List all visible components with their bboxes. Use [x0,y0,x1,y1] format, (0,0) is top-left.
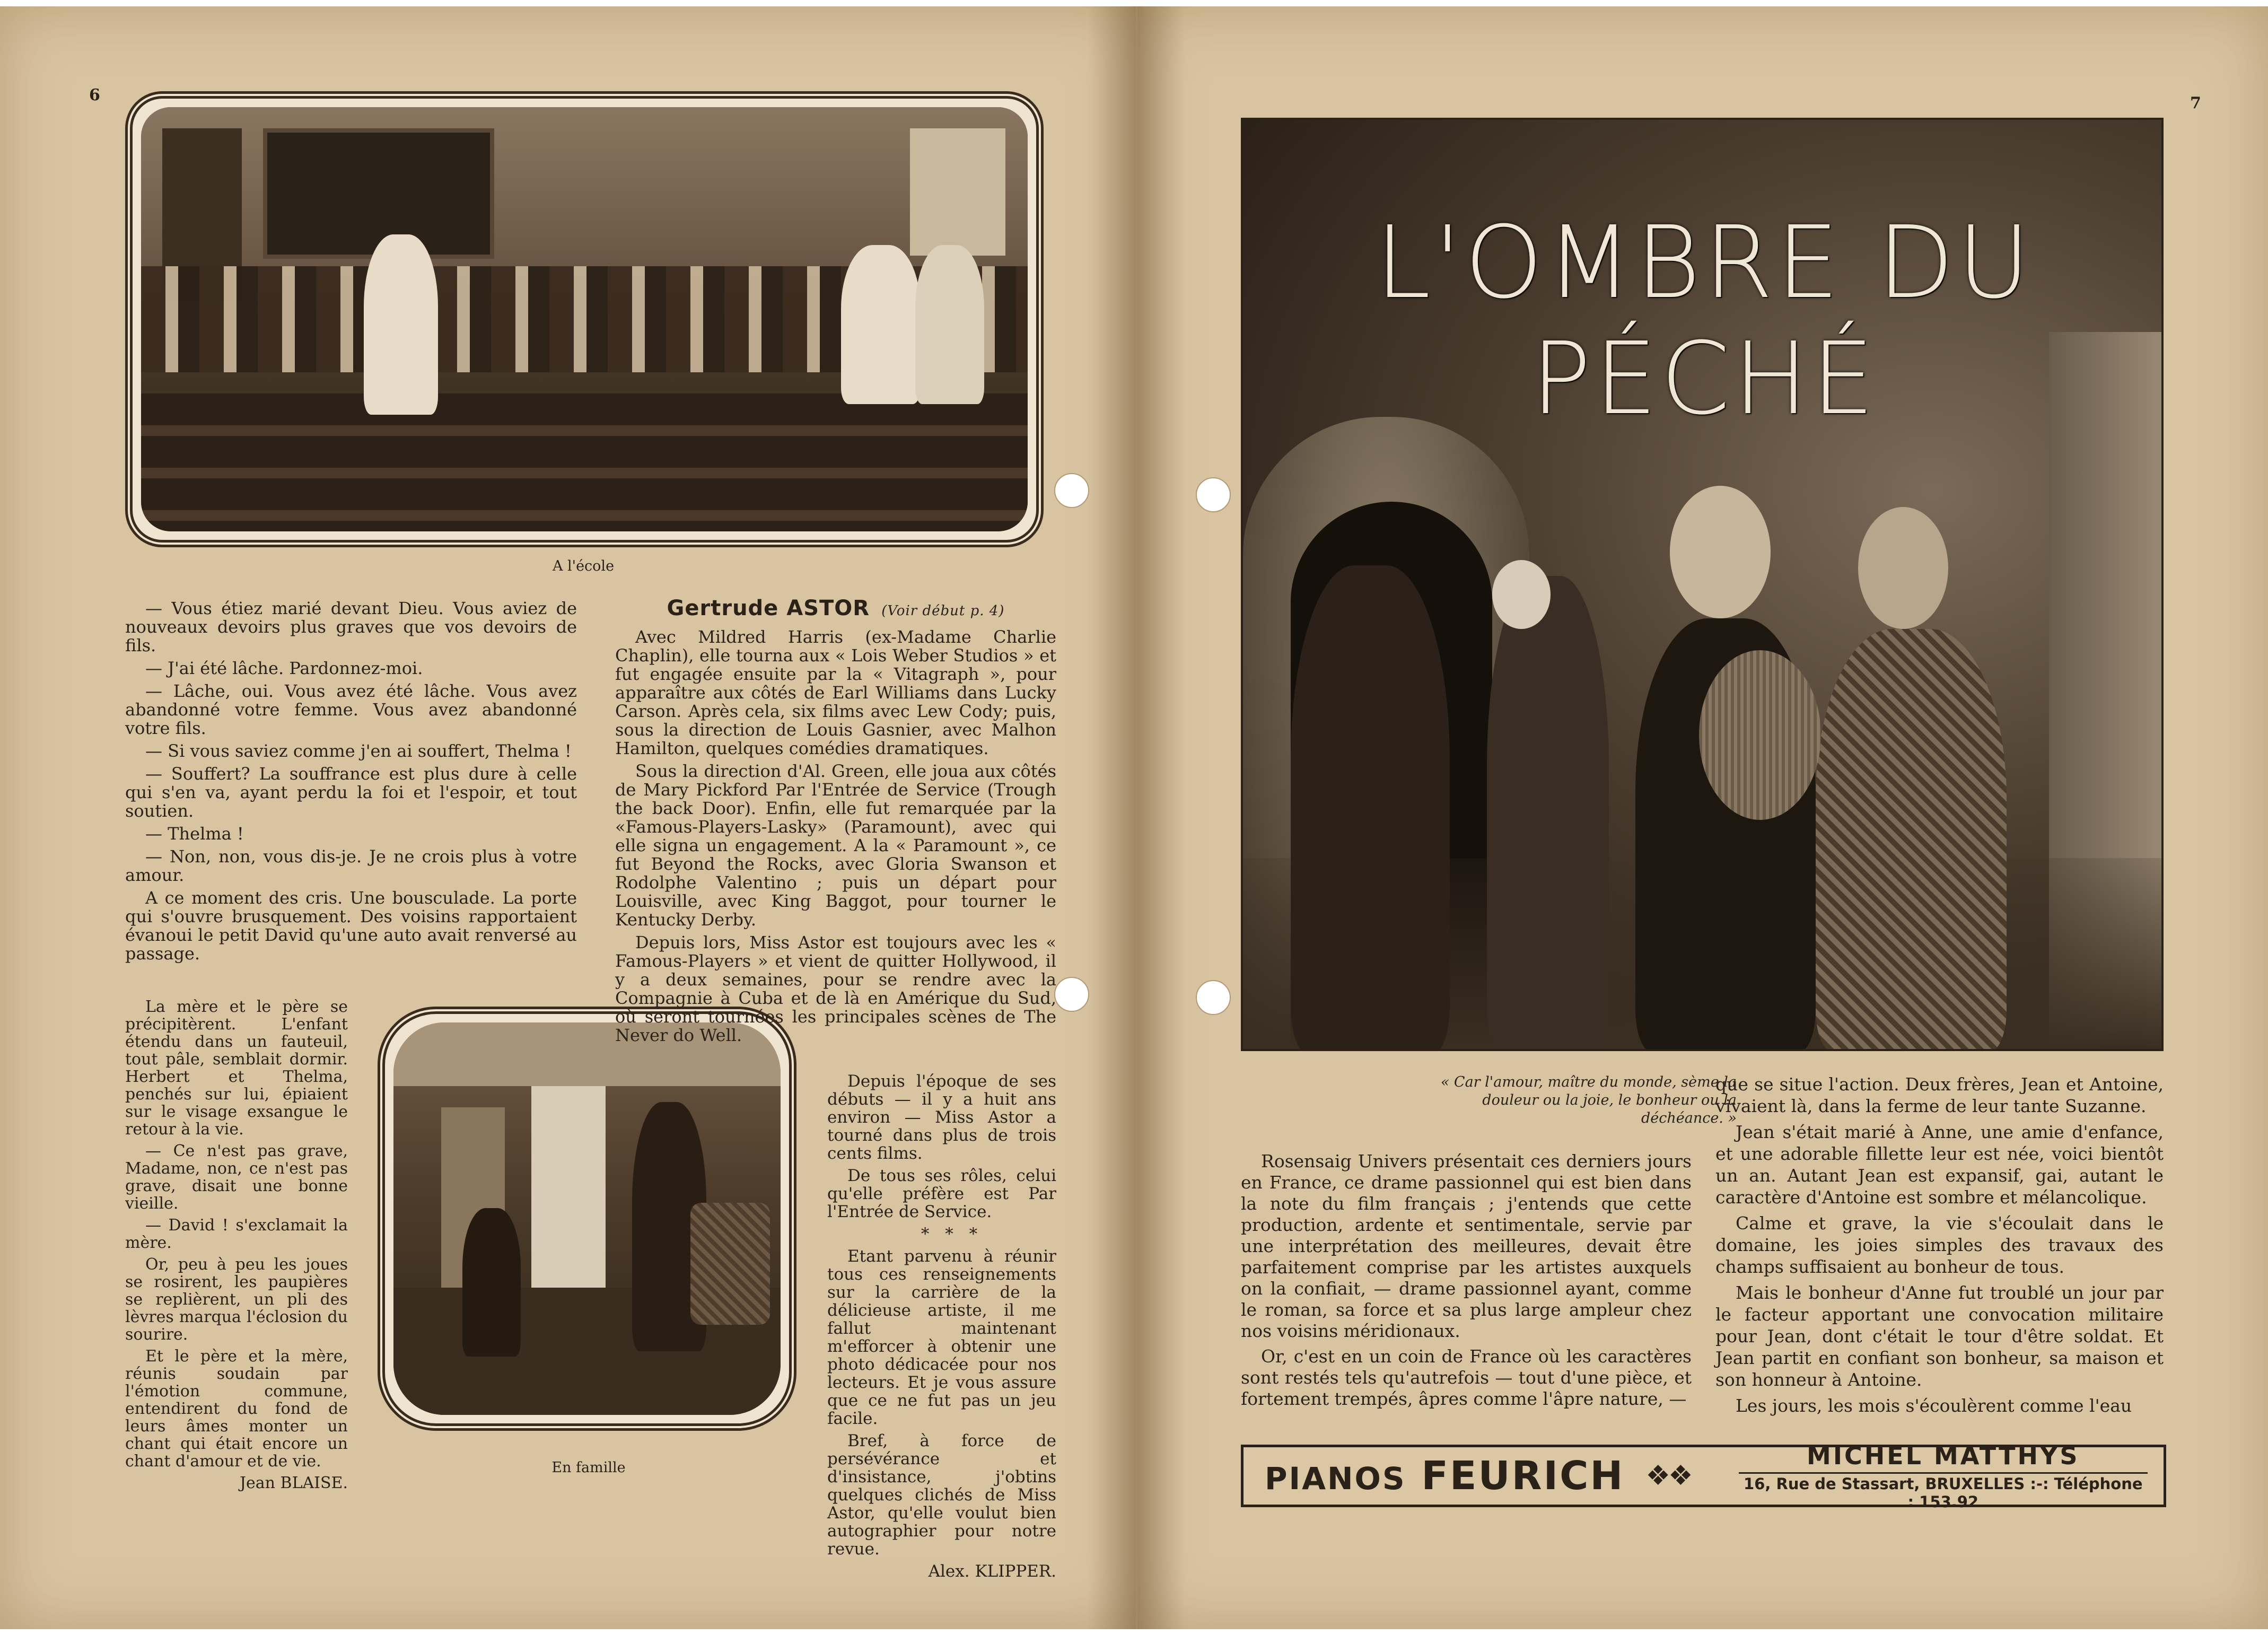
ad-dealer-name: MICHEL MATTHYS [1807,1441,2080,1470]
ad-brand [1265,1453,1624,1499]
film-review-column-1 [1241,1151,1692,1414]
classroom-photo-image [141,107,1028,531]
astor-paragraph: Bref, à force de persévérance et d'insistance, j'obtins quelques clichés de Miss Astor, qu'elle voulut bien autographier pour notre revue. [827,1431,1056,1559]
review-paragraph: Jean s'était marié à Anne, une amie d'enfance, et une adorable fillette leur est née, voici bientôt un an. Autant Jean est expansif, gai, autant le caractère d'Antoine est sombre et mélancolique. [1715,1122,2164,1208]
gutter-shadow [1088,6,1136,1629]
story-paragraph: — Si vous saviez comme j'en ai souffert, Thelma ! [145,741,572,761]
story-column-top [125,599,577,967]
film-still-quote: « Car l'amour, maître du monde, sème la douleur ou la joie, le bonheur ou la déchéance. » [1440,1074,1737,1126]
binding-hole [1054,977,1089,1012]
piano-advertisement [1241,1441,2166,1511]
binding-hole [1196,477,1231,512]
story-paragraph: — J'ai été lâche. Pardonnez-moi. [145,658,423,678]
ad-brand-prefix: PIANOS [1265,1461,1406,1497]
astor-paragraph: Depuis lors, Miss Astor est toujours avec les « Famous-Players » et vient de quitter Hollywood, il y a deux semaines, pour se rendre avec la Compagnie à Cuba et de là en Amérique du Sud, où seront tournées les principales scènes de The Never do Well. [615,932,1056,1045]
story-paragraph: — Ce n'est pas grave, Madame, non, ce n'est pas grave, disait une bonne vieille. [125,1142,348,1213]
ad-dealer-address: 16, Rue de Stassart, BRUXELLES :-: Téléphone : 153.92 [1739,1472,2148,1511]
film-still-photo [1241,118,2164,1051]
review-paragraph: Rosensaig Univers présentait ces derniers jours en France, ce drame passionnel qui est bien dans la note du film français ; j'entends que cette production, ardente et sentimentale, servie par une interprétation des meilleures, devait être parfaitement comprise par les artistes auxquels on la confiait, — drame passionnel ayant, comme le roman, sa force et sa plus large ampleur chez nos voisins méridionaux. [1241,1151,1692,1341]
astor-paragraph: Etant parvenu à réunir tous ces renseignements sur la carrière de la délicieuse artiste, il me fallut maintenant m'efforcer à obtenir une photo dédicacée pour nos lecteurs. Et je vous assure que ce ne fut pas un jeu facile. [827,1247,1056,1428]
ad-dealer [1723,1441,2164,1511]
page-number: 6 [89,86,100,104]
family-photo [378,1007,796,1431]
review-paragraph: Mais le bonheur d'Anne fut troublé un jour par le facteur apportant une convocation militaire pour Jean, dont c'était le tour d'être soldat. Et Jean partit en confiant son bonheur, sa maison et son honneur à Antoine. [1715,1282,2164,1390]
astor-article-top [615,596,1056,1049]
astor-paragraph: Avec Mildred Harris (ex-Madame Charlie Chaplin), elle tourna aux « Lois Weber Studios » et fut engagée ensuite par la « Vitagraph », pour apparaître aux côtés de Earl Williams dans Lucky Carson. Après cela, six films avec Lew Cody; puis, sous la direction de Louis Gasnier, avec Malhon Hamilton, quelques comédies dramatiques. [615,627,1056,758]
astor-separator: * * * [921,1225,983,1244]
story-paragraph: A ce moment des cris. Une bousculade. La porte qui s'ouvre brusquement. Des voisins rapportaient évanoui le petit David qu'une auto avait renversé au passage. [125,888,577,964]
astor-paragraph: Sous la direction d'Al. Green, elle joua aux côtés de Mary Pickford Par l'Entrée de Service (Trough the back Door). Enfin, elle fut remarquée par la «Famous-Players-Lasky» (Paramount), avec qui elle signa un engagement. A la « Paramount », ce fut Beyond the Rocks, avec Gloria Swanson et Rodolphe Valentino ; puis un départ pour Louisville, avec King Baggot, pour tourner le Kentucky Derby. [615,761,1056,930]
left-page [0,6,1137,1629]
review-paragraph: que se situe l'action. Deux frères, Jean et Antoine, vivaient là, dans la ferme de leur tante Suzanne. [1715,1074,2164,1116]
review-paragraph: Les jours, les mois s'écoulèrent comme l'eau [1736,1395,2132,1416]
astor-paragraph: Depuis l'époque de ses débuts — il y a huit ans environ — Miss Astor a tourné dans plus de trois cents films. [827,1072,1056,1163]
review-paragraph: Calme et grave, la vie s'écoulait dans le domaine, les joies simples des travaux des champs suffisaient au bonheur de tous. [1715,1213,2164,1277]
page-number: 7 [2190,94,2201,112]
right-page [1137,6,2268,1629]
family-photo-image [393,1022,781,1415]
story-paragraph: — Thelma ! [145,824,244,844]
story-paragraph: La mère et le père se précipitèrent. L'enfant étendu dans un fauteuil, tout pâle, semblait dormir. Herbert et Thelma, penchés sur lui, épiaient sur le visage exsangue le retour à la vie. [125,998,348,1139]
story-paragraph: — David ! s'exclamait la mère. [125,1216,348,1252]
ad-brand-name: FEURICH [1421,1453,1625,1499]
binding-hole [1196,980,1231,1015]
astor-article-title: Gertrude ASTOR [667,596,870,620]
astor-article-bottom [827,1072,1056,1585]
binding-hole [1054,473,1089,508]
astor-paragraph: De tous ses rôles, celui qu'elle préfère est Par l'Entrée de Service. [827,1166,1056,1221]
astor-signature: Alex. KLIPPER. [928,1562,1056,1581]
astor-article-heading [615,596,1056,620]
film-title: L'OMBRE DU PÉCHÉ [1375,205,2034,437]
astor-article-title-note: (Voir début p. 4) [881,603,1005,619]
classroom-photo [125,91,1044,547]
review-paragraph: Or, c'est en un coin de France où les caractères sont restés tels qu'autrefois — tout d'une pièce, et fortement trempés, âpres comme l'âpre nature, — [1241,1346,1692,1409]
story-paragraph: Et le père et la mère, réunis soudain par l'émotion commune, entendirent du fond de leurs âmes monter un chant qui était encore un chant d'amour et de vie. [125,1347,348,1471]
story-paragraph: Or, peu à peu les joues se rosirent, les paupières se replièrent, un pli des lèvres marqua l'éclosion du sourire. [125,1255,348,1344]
story-paragraph: — Non, non, vous dis-je. Je ne crois plus à votre amour. [125,846,577,885]
gutter-shadow [1137,6,1185,1629]
story-paragraph: — Lâche, oui. Vous avez été lâche. Vous avez abandonné votre femme. Vous avez abandonné votre fils. [125,681,577,738]
film-review-column-2 [1715,1073,2164,1421]
story-paragraph: — Vous étiez marié devant Dieu. Vous aviez de nouveaux devoirs plus graves que vos devoirs de fils. [125,598,577,655]
family-caption: En famille [551,1459,626,1476]
story-paragraph: — Souffert? La souffrance est plus dure à celle qui s'en va, ayant perdu la foi et l'espoir, et tout soutien. [125,764,577,821]
story-column-bottom [125,998,348,1496]
story-signature: Jean BLAISE. [240,1474,348,1492]
ad-ornament-icon: ❖❖ [1645,1460,1691,1492]
classroom-caption: A l'école [552,558,615,574]
